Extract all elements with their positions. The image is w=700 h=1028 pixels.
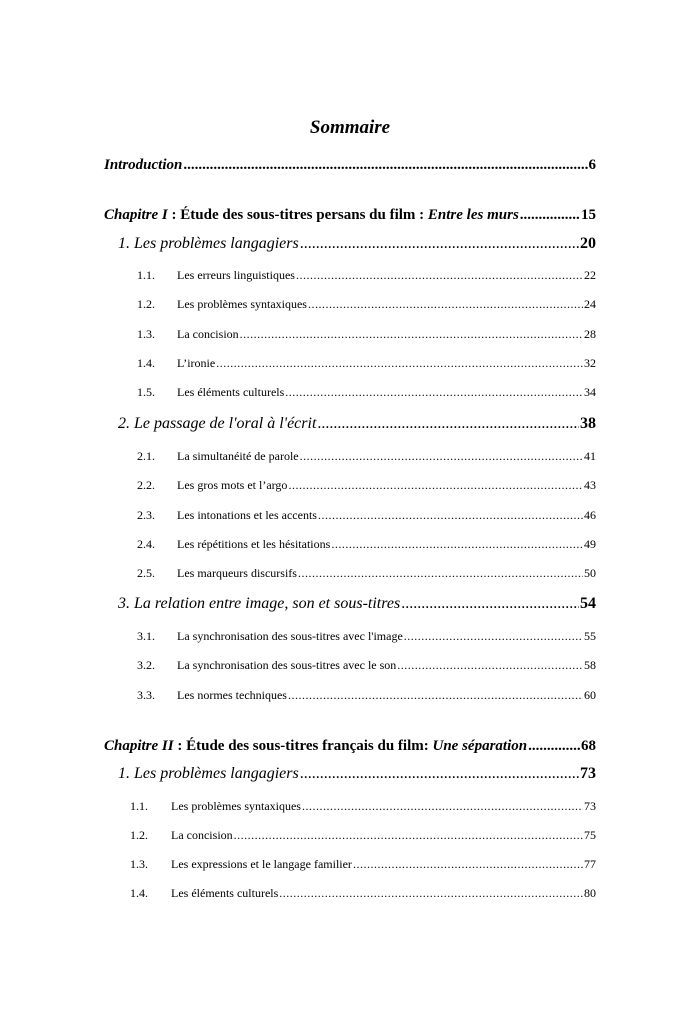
toc-label: Chapitre II : Étude des sous-titres français du film: Une séparation: [104, 738, 528, 754]
leader-dots: [298, 566, 583, 581]
toc-label: L’ironie: [177, 356, 216, 370]
toc-label: Les problèmes syntaxiques: [177, 297, 307, 311]
toc-label: Les intonations et les accents: [177, 508, 317, 522]
toc-section[interactable]: [118, 595, 596, 613]
toc-page: 54: [580, 595, 596, 612]
toc-page: 46: [584, 508, 596, 522]
leader-dots: [528, 738, 580, 755]
toc-page: 55: [584, 629, 596, 643]
leader-dots: [288, 688, 583, 703]
toc-number: 1.2.: [137, 297, 155, 311]
toc-label: La simultanéité de parole: [177, 449, 299, 463]
toc-subsection[interactable]: [137, 658, 596, 673]
toc-subsection[interactable]: [137, 566, 596, 581]
toc-label: La synchronisation des sous-titres avec le son: [177, 658, 397, 672]
toc-label: Les normes techniques: [177, 688, 287, 702]
toc-label: Les répétitions et les hésitations: [177, 537, 331, 551]
leader-dots: [240, 327, 583, 342]
toc-label: 1. Les problèmes langagiers: [118, 765, 299, 782]
leader-dots: [296, 268, 583, 283]
leader-dots: [279, 886, 583, 901]
toc-page: 43: [584, 478, 596, 492]
toc-section[interactable]: [118, 235, 596, 253]
toc-page: 24: [584, 297, 596, 311]
toc-page: 38: [580, 415, 596, 432]
toc-entry-introduction[interactable]: [104, 157, 596, 174]
toc-page: 68: [581, 738, 596, 754]
toc-page: 22: [584, 268, 596, 282]
toc-page: 80: [584, 886, 596, 900]
toc-number: 2.1.: [137, 449, 155, 463]
toc-page: 50: [584, 566, 596, 580]
toc-section[interactable]: [118, 415, 596, 433]
toc-subsection[interactable]: [137, 629, 596, 644]
toc-subsection[interactable]: [137, 327, 596, 342]
toc-page: 73: [580, 765, 596, 782]
toc-label: Les problèmes syntaxiques: [171, 799, 301, 813]
leader-dots: [520, 207, 580, 224]
leader-dots: [318, 508, 583, 523]
leader-dots: [308, 297, 583, 312]
toc-subsection[interactable]: [137, 268, 596, 283]
toc-number: 1.4.: [137, 356, 155, 370]
leader-dots: [300, 235, 579, 253]
toc-label: Les gros mots et l’argo: [177, 478, 288, 492]
toc-number: 1.3.: [130, 857, 148, 871]
toc-label: Les expressions et le langage familier: [171, 857, 352, 871]
leader-dots: [183, 157, 587, 174]
toc-label: 1. Les problèmes langagiers: [118, 235, 299, 252]
leader-dots: [300, 449, 583, 464]
toc-subsection[interactable]: [137, 297, 596, 312]
leader-dots: [397, 658, 583, 673]
toc-label: 2. Le passage de l'oral à l'écrit: [118, 415, 317, 432]
toc-subsection[interactable]: [137, 508, 596, 523]
toc-number: 3.1.: [137, 629, 155, 643]
toc-page: 77: [584, 857, 596, 871]
toc-page: 41: [584, 449, 596, 463]
leader-dots: [234, 828, 583, 843]
toc-section[interactable]: [118, 765, 596, 783]
leader-dots: [216, 356, 583, 371]
toc-subsection[interactable]: [137, 537, 596, 552]
toc-page: 34: [584, 385, 596, 399]
toc-subsection[interactable]: [130, 828, 596, 843]
leader-dots: [331, 537, 583, 552]
toc-page: 6: [588, 157, 596, 173]
toc-number: 1.5.: [137, 385, 155, 399]
toc-label: La concision: [171, 828, 233, 842]
toc-entry-chapter-2[interactable]: [104, 738, 596, 755]
leader-dots: [288, 478, 583, 493]
toc-page: 15: [581, 207, 596, 223]
toc-number: 1.3.: [137, 327, 155, 341]
toc-number: 1.2.: [130, 828, 148, 842]
toc-label: Les erreurs linguistiques: [177, 268, 295, 282]
toc-number: 3.2.: [137, 658, 155, 672]
leader-dots: [353, 857, 583, 872]
toc-label: La synchronisation des sous-titres avec l'image: [177, 629, 403, 643]
leader-dots: [404, 629, 583, 644]
toc-label: La concision: [177, 327, 239, 341]
toc-page: 28: [584, 327, 596, 341]
toc-label: Les marqueurs discursifs: [177, 566, 297, 580]
toc-label: Chapitre I : Étude des sous-titres persans du film : Entre les murs: [104, 207, 519, 223]
toc-entry-chapter-1[interactable]: [104, 207, 596, 224]
leader-dots: [317, 415, 579, 433]
toc-page: 49: [584, 537, 596, 551]
toc-page: 58: [584, 658, 596, 672]
toc-subsection[interactable]: [137, 688, 596, 703]
toc-number: 1.1.: [130, 799, 148, 813]
toc-subsection[interactable]: [137, 449, 596, 464]
toc-page: 60: [584, 688, 596, 702]
leader-dots: [302, 799, 583, 814]
page-title: Sommaire: [309, 117, 391, 138]
toc-number: 2.4.: [137, 537, 155, 551]
toc-number: 2.3.: [137, 508, 155, 522]
toc-subsection[interactable]: [137, 356, 596, 371]
toc-page: 73: [584, 799, 596, 813]
toc-page: 32: [584, 356, 596, 370]
leader-dots: [300, 765, 579, 783]
leader-dots: [401, 595, 579, 613]
leader-dots: [285, 385, 583, 400]
toc-number: 1.4.: [130, 886, 148, 900]
toc-label: Les éléments culturels: [171, 886, 279, 900]
toc-number: 2.5.: [137, 566, 155, 580]
toc-subsection[interactable]: [137, 478, 596, 493]
toc-subsection[interactable]: [137, 385, 596, 400]
toc-number: 2.2.: [137, 478, 155, 492]
toc-page: 75: [584, 828, 596, 842]
toc-label: Introduction: [104, 157, 183, 173]
toc-subsection[interactable]: [130, 857, 596, 872]
toc-page: 20: [580, 235, 596, 252]
toc-number: 3.3.: [137, 688, 155, 702]
toc-subsection[interactable]: [130, 886, 596, 901]
toc-number: 1.1.: [137, 268, 155, 282]
toc-subsection[interactable]: [130, 799, 596, 814]
toc-label: Les éléments culturels: [177, 385, 285, 399]
toc-label: 3. La relation entre image, son et sous-titres: [118, 595, 401, 612]
